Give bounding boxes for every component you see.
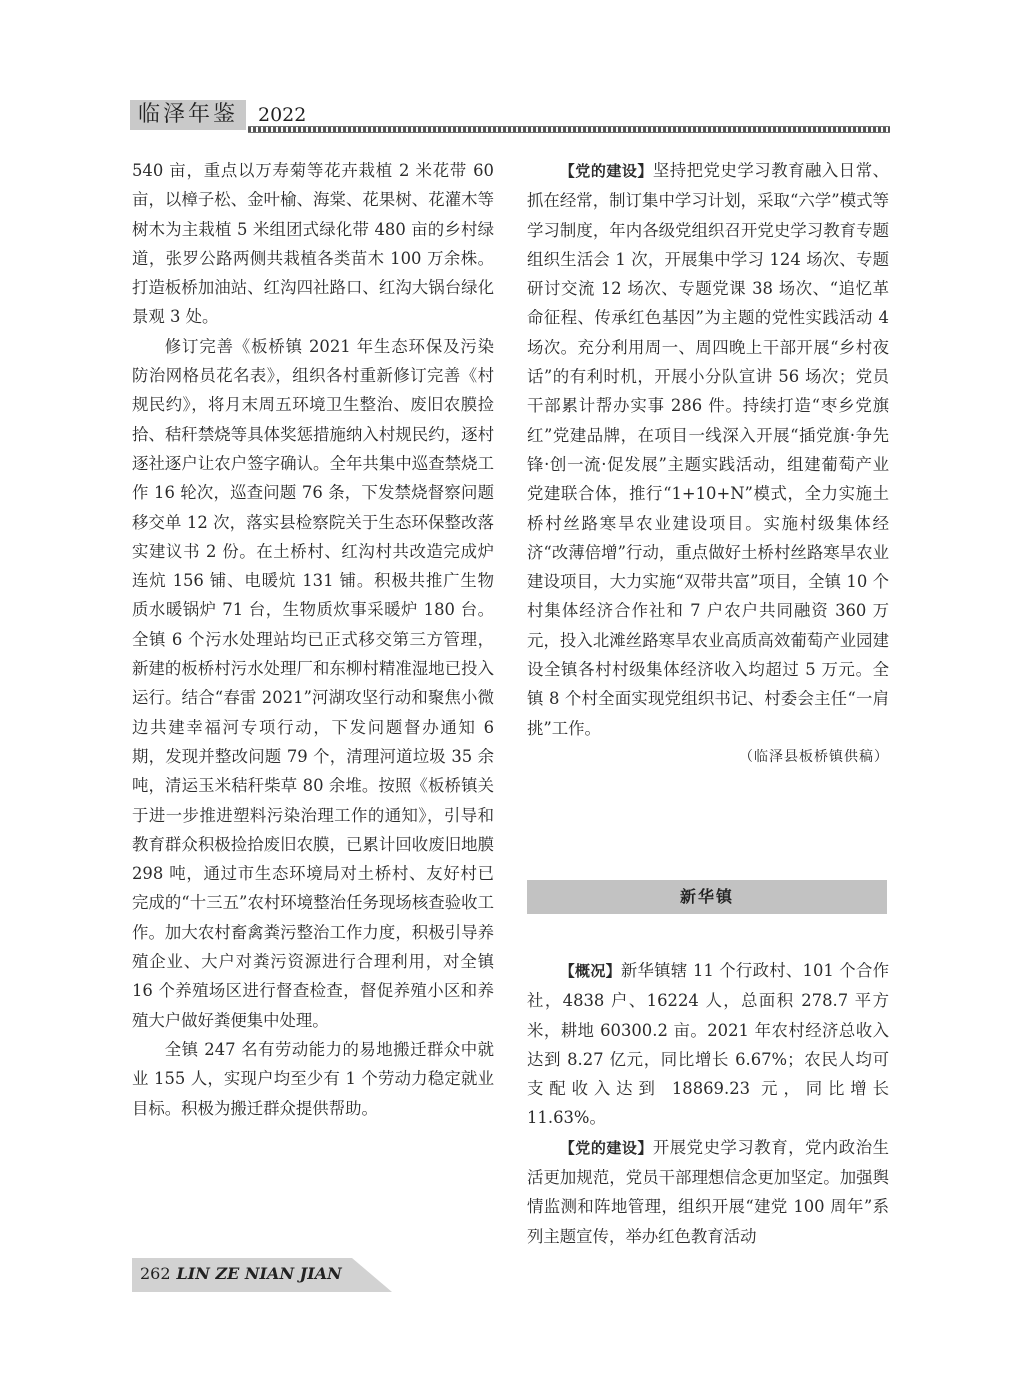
header-rule	[248, 126, 890, 133]
xinhua-party-text: 开展党史学习教育，党内政治生活更加规范，党员干部理想信念更加坚定。加强舆情监测和阵地管理，组织开展“建党 100 周年”系列主题宣传，举办红色教育活动	[527, 1137, 889, 1246]
party-building-label: 【党的建设】	[559, 162, 653, 180]
overview-text: 新华镇辖 11 个行政村、101 个合作社，4838 户、16224 人，总面积 278.7 平方米，耕地 60300.2 亩。2021 年农村经济总收入达到 8.27 亿元，同比增长 6.67%；农民人均可支配收入达到 18869.23 元，同比增长 11.63%。	[527, 961, 889, 1128]
journal-name: LIN ZE NIAN JIAN	[176, 1264, 342, 1283]
footer-text	[140, 1264, 342, 1283]
yearbook-title: 临泽年鉴	[130, 100, 246, 130]
overview-label: 【概况】	[559, 962, 621, 980]
source-credit: （临泽县板桥镇供稿）	[739, 748, 889, 765]
xinhua-party-label: 【党的建设】	[559, 1138, 653, 1157]
xinhua-section	[527, 956, 889, 1251]
left-paragraph-1: 540 亩，重点以万寿菊等花卉栽植 2 米花带 60 亩，以樟子松、金叶榆、海棠、花果树、花灌木等树木为主栽植 5 米组团式绿化带 480 亩的乡村绿道，张罗公路两侧共栽植各类苗木 100 万余株。打造板桥加油站、红沟四社路口、红沟大锅台绿化景观 3 处。	[132, 161, 494, 327]
party-building-text: 坚持把党史学习教育融入日常、抓在经常，制订集中学习计划，采取“六学”模式等学习制度，年内各级党组织召开党史学习教育专题组织生活会 1 次，开展集中学习 124 场次、专题研讨交流 12 场次、专题党课 38 场次、“追忆革命征程、传承红色基因”为主题的党性实践活动 4 场次。充分利用周一、周四晚上干部开展“乡村夜话”的有利时机，开展小分队宣讲 56 场次；党员干部累计帮办实事 286 件。持续打造“枣乡党旗红”党建品牌，在项目一线深入开展“插党旗·争先锋·创一流·促发展”主题实践活动，组建葡萄产业党建联合体，推行“1+10+N”模式，全力实施土桥村丝路寒旱农业建设项目。实施村级集体经济“改薄倍增”行动，重点做好土桥村丝路寒旱农业建设项目，大力实施“双带共富”项目，全镇 10 个村集体经济合作社和 7 户农户共同融资 360 万元，投入北滩丝路寒旱农业高质高效葡萄产业园建设全镇各村村级集体经济收入均超过 5 万元。全镇 8 个村全面实现党组织书记、村委会主任“一肩挑”工作。	[527, 161, 889, 738]
overview-paragraph	[527, 956, 889, 1133]
page-number: 262	[140, 1264, 171, 1283]
party-building-paragraph	[527, 156, 889, 743]
right-column	[527, 156, 889, 772]
page-footer	[132, 1258, 392, 1292]
left-paragraph-2: 修订完善《板桥镇 2021 年生态环保及污染防治网格员花名表》，组织各村重新修订完善《村规民约》，将月末周五环境卫生整治、废旧农膜捡拾、秸秆禁烧等具体奖惩措施纳入村规民约，逐村逐社逐户让农户签字确认。全年共集中巡查禁烧工作 16 轮次，巡查问题 76 条，下发禁烧督察问题移交单 12 次，落实县检察院关于生态环保整改落实建议书 2 份。在土桥村、红沟村共改造完成炉连炕 156 铺、电暖炕 131 铺。积极共推广生物质水暖锅炉 71 台，生物质炊事采暖炉 180 台。全镇 6 个污水处理站均已正式移交第三方管理，新建的板桥村污水处理厂和东柳村精准湿地已投入运行。结合“春雷 2021”河湖攻坚行动和聚焦小微边共建幸福河专项行动，下发问题督办通知 6 期，发现并整改问题 79 个，清理河道垃圾 35 余吨，清运玉米秸秆柴草 80 余堆。按照《板桥镇关于进一步推进塑料污染治理工作的通知》，引导和教育群众积极捡拾废旧农膜，已累计回收废旧地膜 298 吨，通过市生态环境局对土桥村、友好村已完成的“十三五”农村环境整治任务现场核查验收工作。加大农村畜禽粪污整治工作力度，积极引导养殖企业、大户对粪污资源进行合理利用，对全镇 16 个养殖场区进行督查检查，督促养殖小区和养殖大户做好粪便集中处理。	[132, 336, 494, 1030]
xinhua-party-paragraph	[527, 1133, 889, 1251]
section-heading: 新华镇	[527, 880, 887, 914]
page-header	[130, 96, 890, 136]
yearbook-year: 2022	[258, 104, 307, 126]
left-column	[132, 156, 494, 1123]
left-paragraph-3: 全镇 247 名有劳动能力的易地搬迁群众中就业 155 人，实现户均至少有 1 个劳动力稳定就业目标。积极为搬迁群众提供帮助。	[132, 1039, 494, 1118]
